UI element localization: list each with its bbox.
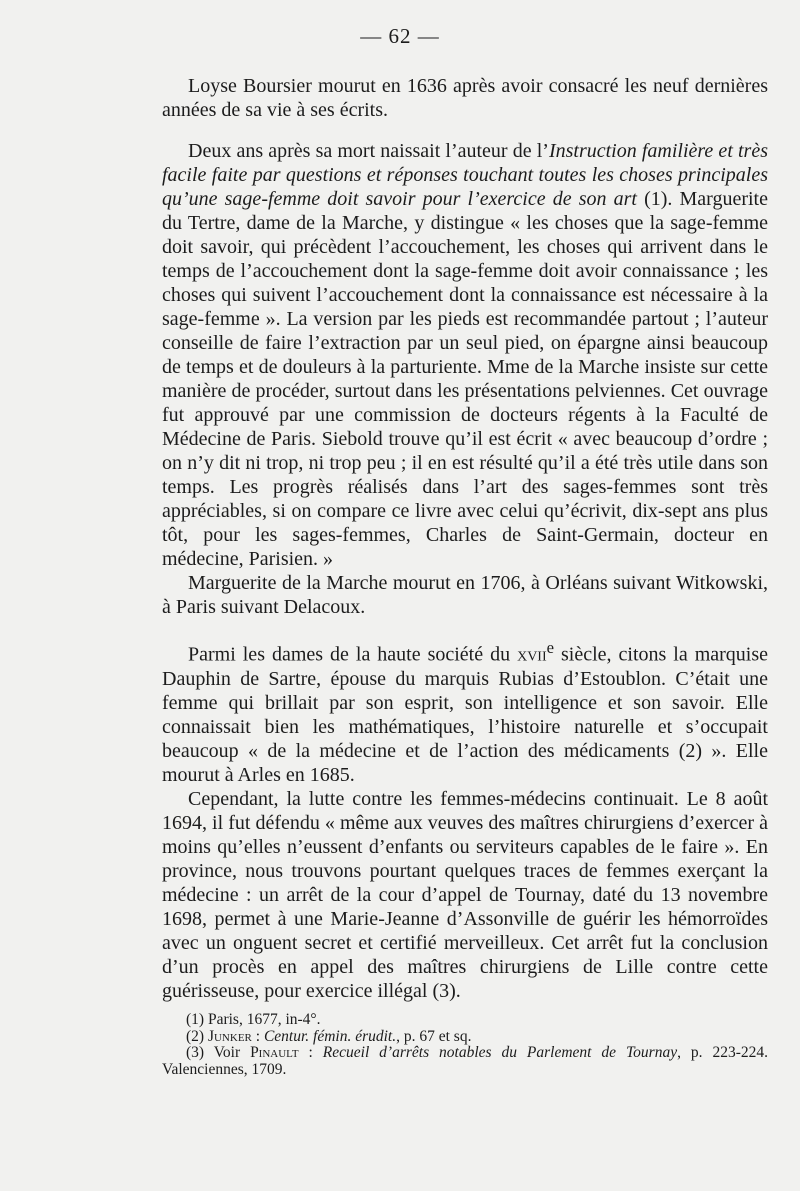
footnotes xyxy=(162,1012,768,1078)
footnote-2-title: Centur. fémin. érudit. xyxy=(263,1027,397,1045)
century-superscript: e xyxy=(546,638,555,657)
footnote-1: (1) Paris, 1677, in-4°. xyxy=(186,1011,321,1028)
footnote-2-number: (2) xyxy=(186,1027,208,1045)
footnote-2-separator: : xyxy=(251,1027,264,1045)
footnote-3-number: (3) Voir xyxy=(186,1044,251,1061)
paragraph-4-lead: Parmi les dames de la haute société du xyxy=(188,643,518,666)
footnote-3-title: Recueil d’arrêts notables du Parlement de Tournay xyxy=(322,1044,678,1061)
paragraph-2-lead: Deux ans après sa mort naissait l’auteur de l’ xyxy=(188,140,549,162)
century-numeral: xvii xyxy=(517,643,547,666)
body-text xyxy=(162,74,768,1003)
paragraph-2-rest: (1). Marguerite du Tertre, dame de la Marche, y distingue « les choses que la sage-femme doit savoir, qui précèdent l’accouchement, les choses qui arrivent dans le temps de l’accouchement dont la sage-femme doit avoir connaissance ; les choses qui suivent l’accouchement dont la connaissance est nécessaire à la sage-femme ». La version par les pieds est recommandée partout ; l’auteur conseille de faire l’extraction par un seul pied, on épargne ainsi beaucoup de temps et de douleurs à la parturiente. Mme de la Marche insiste sur cette manière de procéder, surtout dans les présentations pelviennes. Cet ouvrage fut approuvé par une commission de docteurs régents à la Faculté de Médecine de Paris. Siebold trouve qu’il est écrit « avec beaucoup d’ordre ; on n’y dit ni trop, ni trop peu ; il en est résulté qu’il a été très utile dans son temps. Les progrès réalisés dans l’art des sages-femmes sont très appréciables, si on compare ce livre avec celui qu’écrivit, dix-sept ans plus tôt, pour les sages-femmes, Charles de Saint-Germain, docteur en médecine, Parisien. » xyxy=(162,188,768,570)
footnote-2-rest: , p. 67 et sq. xyxy=(396,1027,472,1045)
paragraph-4-rest: siècle, citons la marquise Dauphin de Sartre, épouse du marquis Rubias d’Estoublon. C’était une femme qui brillait par son esprit, son intelligence et son savoir. Elle connaissait bien les mathématiques, l’histoire naturelle et s’occupait beaucoup « de la médecine et de l’action des médicaments (2) ». Elle mourut à Arles en 1685. xyxy=(162,643,768,786)
footnote-2 xyxy=(162,1029,768,1046)
page-number: — 62 — xyxy=(360,24,440,48)
footnote-2-author: Junker xyxy=(207,1027,252,1045)
footnote-3-separator: : xyxy=(298,1044,323,1061)
paragraph-1: Loyse Boursier mourut en 1636 après avoir consacré les neuf dernières années de sa vie à ses écrits. xyxy=(162,75,768,121)
paragraph-2 xyxy=(162,139,768,571)
footnote-3-rest: , p. 223-224. Valenciennes, 1709. xyxy=(162,1044,768,1078)
paragraph-3: Marguerite de la Marche mourut en 1706, à Orléans suivant Witkowski, à Paris suivant Delacoux. xyxy=(162,572,768,618)
footnote-3 xyxy=(162,1045,768,1078)
paragraph-4 xyxy=(162,636,768,787)
footnote-3-author: Pinault xyxy=(250,1044,299,1061)
paragraph-5: Cependant, la lutte contre les femmes-médecins continuait. Le 8 août 1694, il fut défendu « même aux veuves des maîtres chirurgiens d’exercer à moins qu’elles n’eussent d’enfants ou serviteurs capables de le faire ». En province, nous trouvons pourtant quelques traces de femmes exerçant la médecine : un arrêt de la cour d’appel de Tournay, daté du 13 novembre 1698, permet à une Marie-Jeanne d’Assonville de guérir les hémorroïdes avec un onguent secret et certifié merveilleux. Cet arrêt fut la conclusion d’un procès en appel des maîtres chirurgiens de Lille contre cette guérisseuse, pour exercice illégal (3). xyxy=(162,787,768,1002)
book-title-instruction: Instruction familière et très facile faite par questions et réponses touchant toutes les choses principales qu’une sage-femme doit savoir pour l’exercice de son art xyxy=(162,140,769,210)
